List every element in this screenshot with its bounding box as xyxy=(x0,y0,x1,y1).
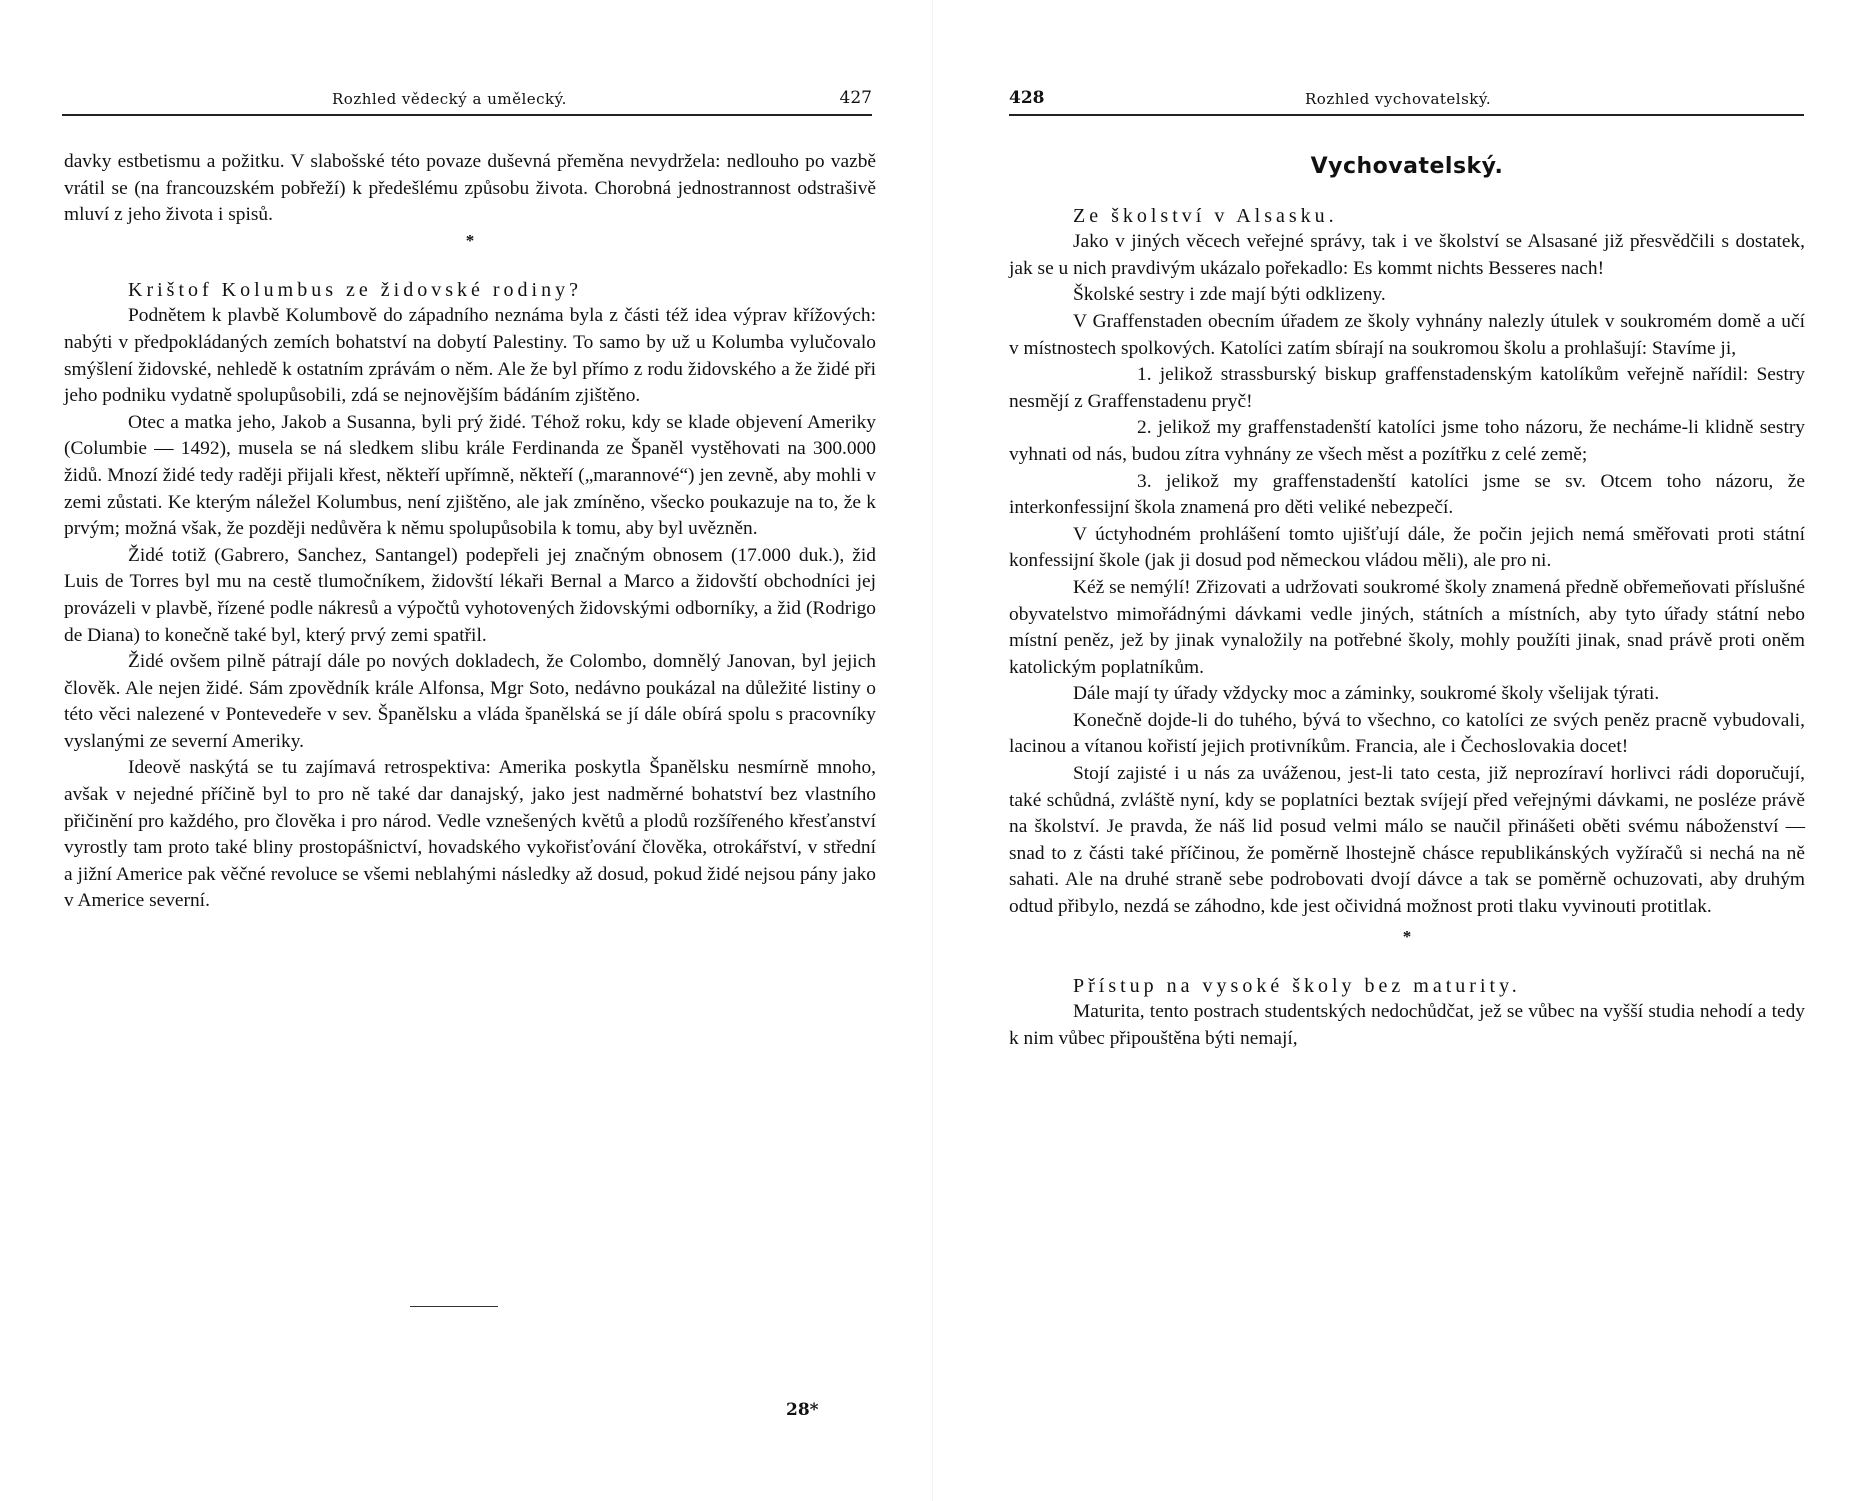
running-head-title: Rozhled vědecký a umělecký. xyxy=(332,90,567,108)
paragraph: Podnětem k plavbě Kolumbově do západního neznáma byla z části též idea výprav křížových: nabýti v předpokládaných zemích bohatství na dobytí Palestiny. To samo by už u Kolumba vylučovalo smýšlení židovské, nehledě k ostatním zprávám o něm. Ale že byl přímo z rodu židovského a že židé při jeho podniku vydatně spolupůsobili, zdá se nejnovějším bádáním zjištěno. xyxy=(64,305,876,407)
continued-paragraph: davky estbetismu a požitku. V slabošské této povaze duševná přeměna nevydržela: nedlouho po vazbě vrátil se (na francouzském pobřeží) k předešlému způsobu života. Chorobná jednostrannost odstrašivě mluví z jeho života i spisů. xyxy=(64,151,876,226)
left-running-head xyxy=(62,90,872,116)
end-rule xyxy=(410,1306,498,1307)
paragraph: Židé totiž (Gabrero, Sanchez, Santangel) podepřeli jej značným obnosem (17.000 duk.), žid Luis de Torres byl mu na cestě tlumočníkem, židovští lékaři Bernal a Marco a židovští obchodníci jej provázeli v plavbě, řízené podle nákresů a výpočtů vyhotovených židovskými odborníky, a žid (Rodrigo de Diana) to konečně také byl, který prvý zemi spatřil. xyxy=(64,544,876,646)
paragraph: Maturita, tento postrach studentských nedochůdčat, jež se vůbec na vyšší studia nehodí a tedy k nim vůbec připouštěna býti nemají, xyxy=(1009,1001,1805,1049)
right-page xyxy=(933,0,1866,1501)
section-separator-asterisk: * xyxy=(1402,926,1412,946)
paragraph: Otec a matka jeho, Jakob a Susanna, byli prý židé. Téhož roku, kdy se klade objevení Ameriky (Columbie — 1492), musela se ná sledkem slibu krále Ferdinanda ze Španěl vystěhovati na 300.000 židů. Mnozí židé tedy raději přijali křest, někteří upřímně, někteří („marannové“) jen zevně, aby mohli v zemi zůstati. Ke kterým náležel Kolumbus, není zjištěno, ale jak zmíněno, všecko poukazuje na to, že k prvým; možná však, že později nedůvěra k němu spolupůsobila k tomu, aby byl uvězněn. xyxy=(64,411,876,540)
right-body-text xyxy=(1009,154,1805,1052)
list-item: 2. jelikož my graffenstadenští katolíci jsme toho názoru, že necháme-li klidně sestry vyhnati od nás, budou zítra vyhnány ze všech měst a pozítřku z celé země; xyxy=(1009,417,1805,465)
running-head-title: Rozhled vychovatelský. xyxy=(1305,90,1492,108)
page-number: 428 xyxy=(1009,88,1045,108)
page-number: 427 xyxy=(839,88,872,108)
paragraph: Školské sestry i zde mají býti odklizeny. xyxy=(1073,284,1386,306)
section-title-alsasko: Ze školství v Alsasku. xyxy=(1073,204,1338,227)
list-item: 1. jelikož strassburský biskup graffenstadenským katolíkům veřejně nařídil: Sestry nesmějí z Graffenstadenu pryč! xyxy=(1009,364,1805,412)
paragraph: V úctyhodném prohlášení tomto ujišťují dále, že počin jejich nemá směřovati proti státní konfessijní škole (jak ji dosud pod německou vládou měli), ale pro ni. xyxy=(1009,523,1805,572)
paragraph: Kéž se nemýlí! Zřizovati a udržovati soukromé školy znamená předně obřemeňovati příslušné obyvatelstvo mimořádnými dávkami vedle jiných, státních a místních, aby tyto úřady státní nebo místní peněz, jež by jinak vynaložily na potřebné školy, mohly použíti jinak, snad právě proti oněm katolickým poplatníkům. xyxy=(1009,576,1805,678)
left-body-text xyxy=(64,149,876,915)
paragraph: Konečně dojde-li do tuhého, bývá to všechno, co katolíci ze svých peněz pracně vybudovali, lacinou a vítanou kořistí jejich protivníkům. Francia, ale i Čechoslovakia docet! xyxy=(1009,709,1805,758)
signature-mark: 28* xyxy=(786,1400,819,1420)
section-separator-asterisk: * xyxy=(465,230,475,250)
paragraph: Dále mají ty úřady vždycky moc a záminky, soukromé školy všelijak týrati. xyxy=(1073,683,1660,705)
right-running-head xyxy=(1009,90,1804,116)
section-title-maturita: Přístup na vysoké školy bez maturity. xyxy=(1073,974,1521,997)
paragraph: Židé ovšem pilně pátrají dále po nových dokladech, že Colombo, domnělý Janovan, byl jejich člověk. Ale nejen židé. Sám zpovědník krále Alfonsa, Mgr Soto, nedávno poukázal na důležité listiny o této věci nalezené v Pontevedeře v sev. Španělsku a vláda španělská se jí dále obírá spolu s pracovníky vyslanými ze severní Ameriky. xyxy=(64,651,876,752)
paragraph: Ideově naskýtá se tu zajímavá retrospektiva: Amerika poskytla Španělsku nesmírně mnoho, avšak v nejedné příčině byl to pro ně také dar danajský, jako jest nadměrné bohatství bez vlastního přičinění pro každého, pro člověka i pro národ. Vedle vznešených květů a plodů rozšířeného křesťanství vyrostly tam proto také bliny prostopášnictví, hovadského vykořisťování člověka, otrokářství, v střední a jižní Americe pak věčné revoluce se všemi neblahými následky až dosud, pokud židé nejsou pány jako v Americe severní. xyxy=(64,757,876,912)
section-title-kolumbus: Krištof Kolumbus ze židovské rodiny? xyxy=(128,278,582,301)
paragraph: Jako v jiných věcech veřejné správy, tak i ve školství se Alsasané již přesvědčili s dostatek, jak se u nich pravdivým ukázalo pořekadlo: Es kommt nichts Besseres nach! xyxy=(1009,231,1805,279)
paragraph: Stojí zajisté i u nás za uváženou, jest-li tato cesta, již neprozíraví horlivci rádi doporučují, také schůdná, zvláště nyní, kdy se poplatníci beztak svíjejí před veřejnými dávkami, ne posléze právě na školství. Je pravda, že náš lid posud velmi málo se naučil přinášeti oběti svému náboženství — snad to z části také příčinou, že poměrně lhostejně chásce republikánských vyžíračů si nechá na ně sahati. Ale na druhé straně sebe podrobovati dvojí dávce a tak se poměrně ochuzovati, aby druhým odtud přibylo, nezdá se záhodno, kde jest očividná možnost proti tlaku vyvinouti protitlak. xyxy=(1009,763,1805,918)
paragraph: V Graffenstaden obecním úřadem ze školy vyhnány nalezly útulek v soukromém domě a učí v místnostech spolkových. Katolíci zatím sbírají na soukromou školu a prohlašují: Stavíme ji, xyxy=(1009,310,1805,359)
section-heading: Vychovatelský. xyxy=(1310,154,1504,179)
list-item: 3. jelikož my graffenstadenští katolíci jsme se sv. Otcem toho názoru, že interkonfessijní škola znamená pro děti veliké nebezpečí. xyxy=(1009,470,1805,519)
